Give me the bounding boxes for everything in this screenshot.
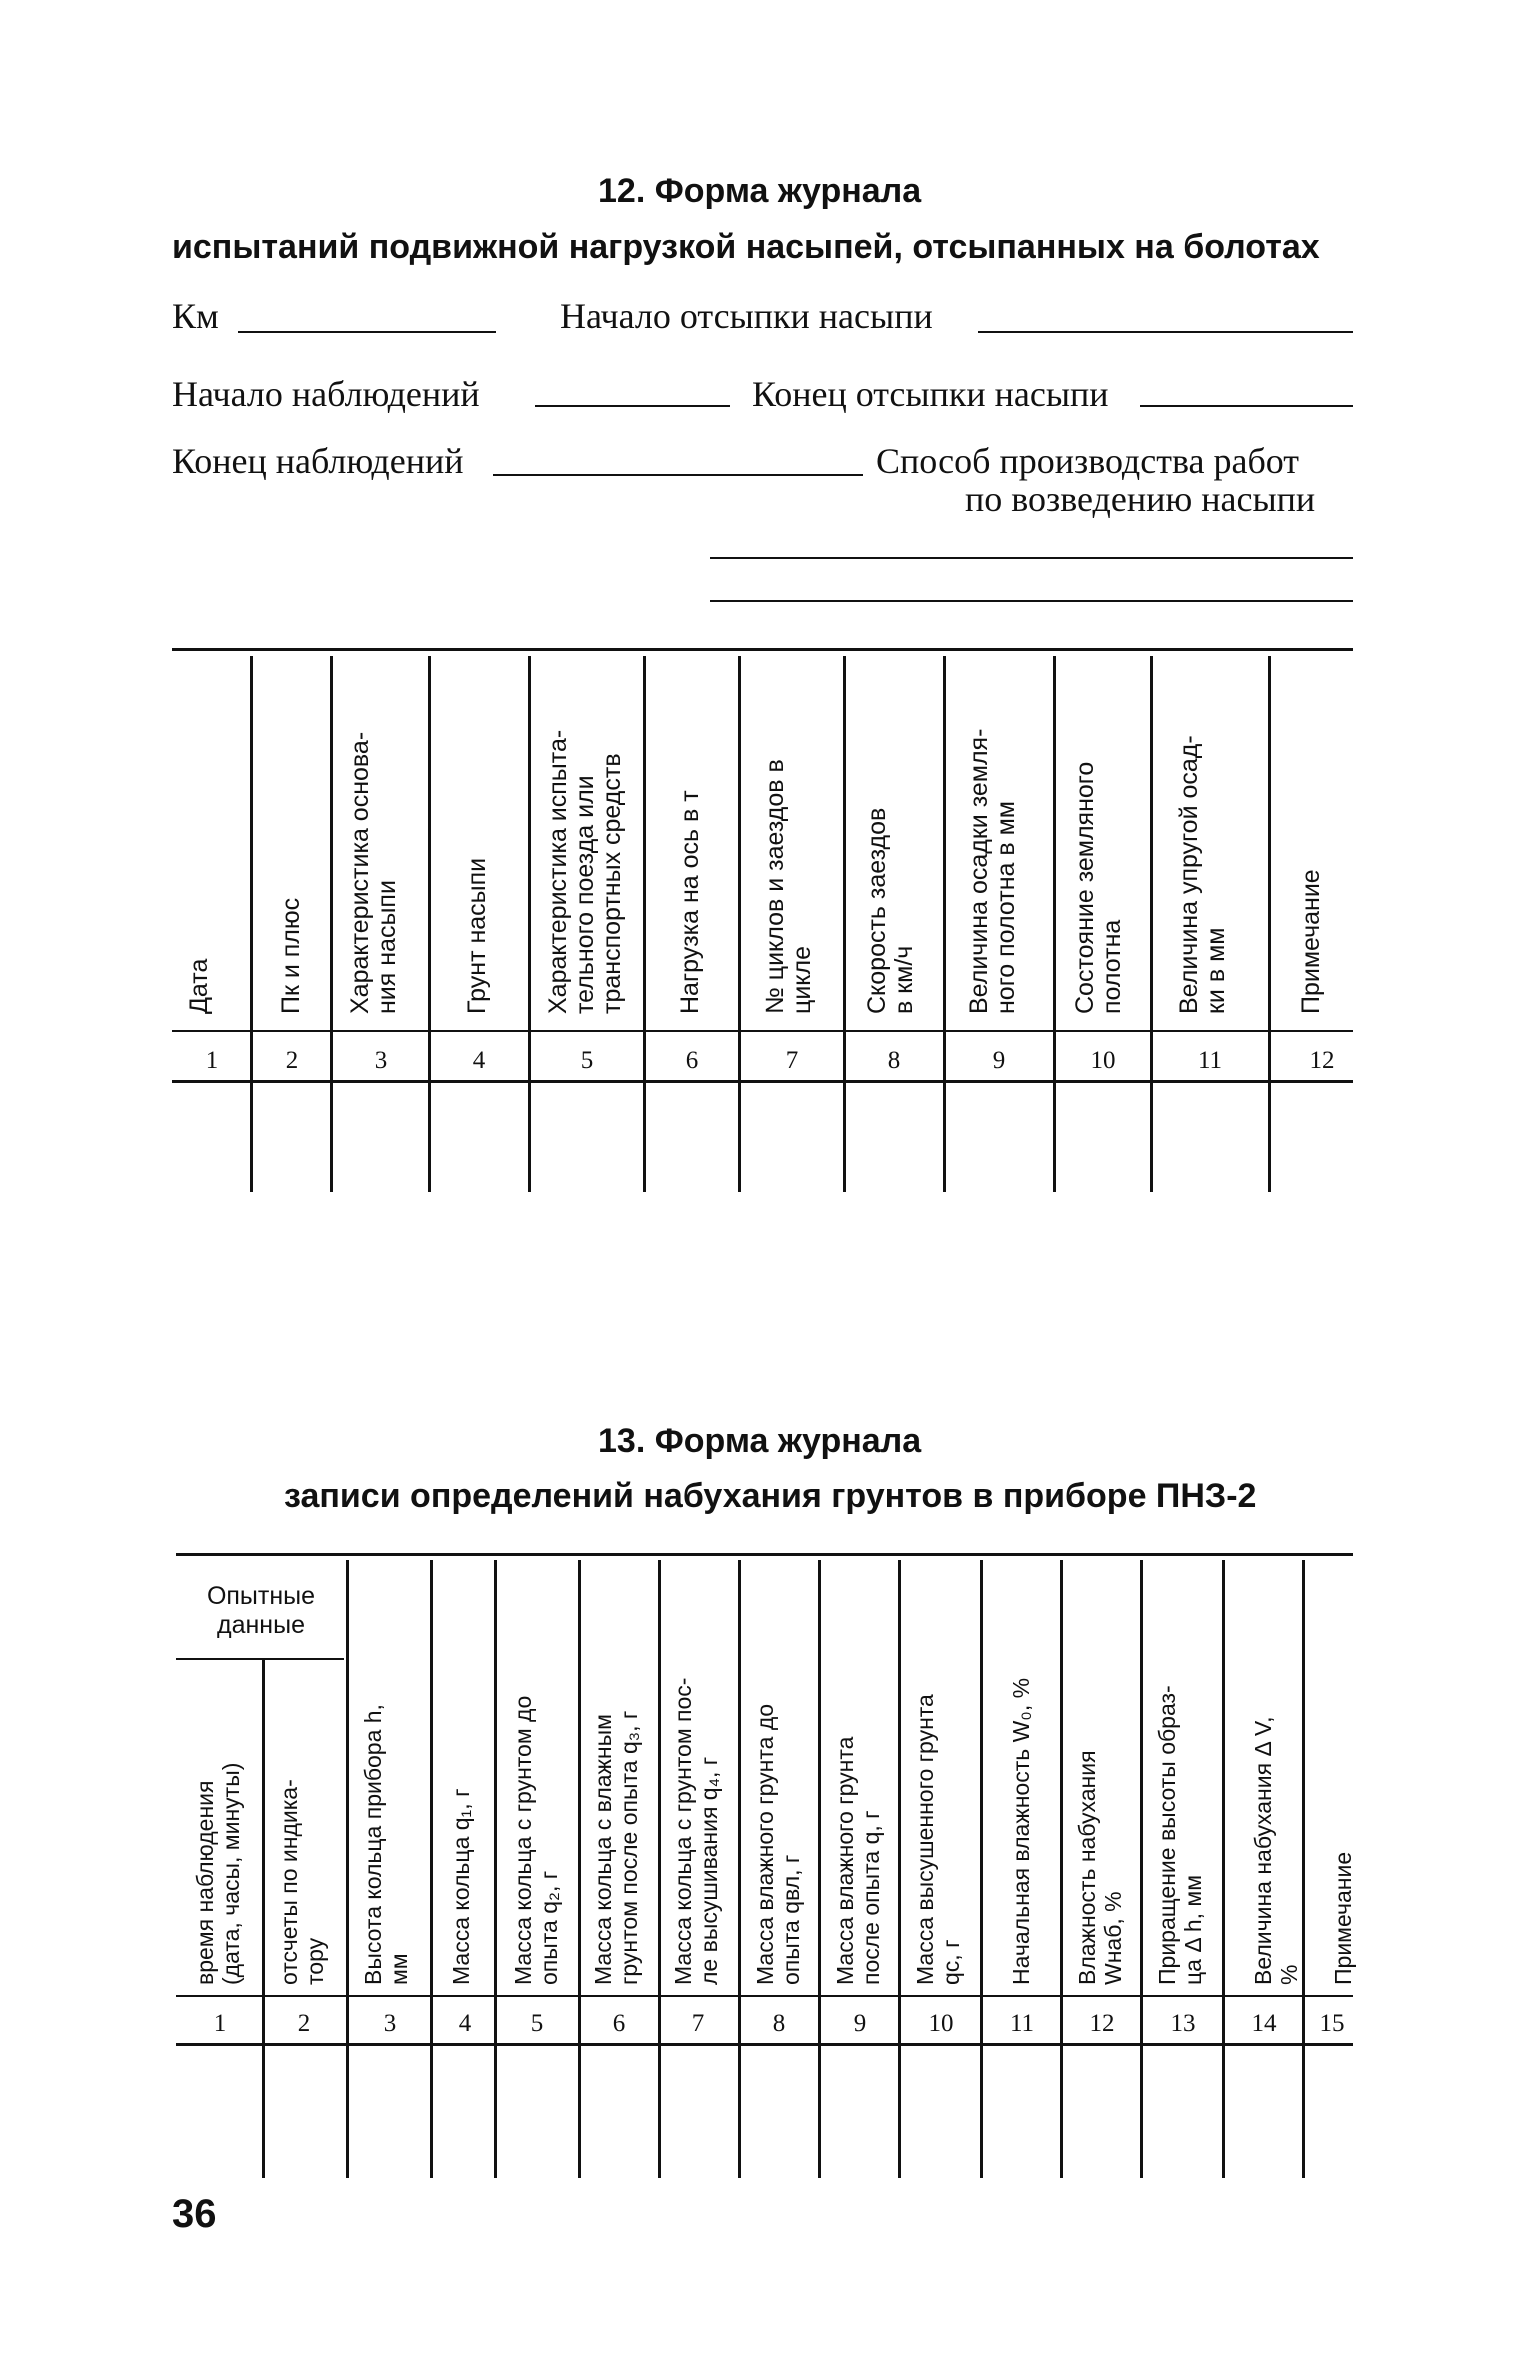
field-obs-end-line[interactable] — [493, 474, 863, 476]
table13-divider — [1222, 1560, 1225, 2178]
table13-header-initial-moisture: Начальная влажность W₀, % — [1008, 1677, 1034, 1985]
table12-colnum: 2 — [285, 1047, 299, 1074]
table12-divider — [943, 656, 946, 1192]
table13-header-swelling-moisture: Влажность набухания Wнаб, % — [1074, 1750, 1126, 1985]
table13-colnum: 2 — [297, 2010, 311, 2037]
field-method-label-2: по возведению насыпи — [965, 479, 1316, 519]
table12-header-soil: Грунт насыпи — [463, 857, 491, 1014]
table12-divider — [1053, 656, 1056, 1192]
table12-header-base: Характеристика основа- ния насыпи — [346, 731, 401, 1014]
table12-colnum: 5 — [580, 1047, 594, 1074]
table13-divider — [1302, 1560, 1305, 2178]
table12-colnum: 8 — [887, 1047, 901, 1074]
table13-divider — [262, 1660, 265, 2178]
table12-header-pk: Пк и плюс — [277, 897, 305, 1014]
table12-colnum: 1 — [205, 1047, 219, 1074]
table13-divider — [1060, 1560, 1063, 2178]
table13-header-mass-wet-after: Масса кольца с влажным грунтом после опыта q₃, г — [590, 1710, 642, 1985]
table13-divider — [980, 1560, 983, 2178]
table13-top-rule — [176, 1553, 1353, 1556]
table13-colnum: 9 — [853, 2010, 867, 2037]
field-method-line-2[interactable] — [710, 600, 1353, 602]
field-km-label: Км — [172, 296, 219, 336]
table13-colnum: 11 — [1009, 2010, 1035, 2037]
table13-header-mass-dried: Масса кольца с грунтом пос- ле высушивания q₄, г — [670, 1677, 722, 1985]
table12-colnum: 12 — [1309, 1047, 1335, 1074]
table13-header-notes: Примечание — [1330, 1851, 1356, 1985]
table13-colnum: 1 — [213, 2010, 227, 2037]
table12-divider — [1268, 656, 1271, 1192]
table13-divider — [578, 1560, 581, 2178]
table13-divider — [658, 1560, 661, 2178]
table13-header-swelling-value: Величина набухания Δ V, % — [1250, 1716, 1302, 1985]
table12-colnum: 4 — [472, 1047, 486, 1074]
field-obs-start-line[interactable] — [535, 405, 730, 407]
table12-divider — [643, 656, 646, 1192]
table12-header-speed: Скорость заездов в км/ч — [863, 807, 918, 1014]
table13-header-rule — [176, 1995, 1353, 1997]
table13-header-ring-height: Высота кольца прибора h, мм — [360, 1704, 412, 1985]
table12-colnum: 3 — [374, 1047, 388, 1074]
field-fill-end-line[interactable] — [1140, 405, 1353, 407]
table12-header-settlement: Величина осадки земля- ного полотна в мм — [965, 728, 1020, 1014]
table13-header-height-increment: Приращение высоты образ- ца Δ h, мм — [1154, 1685, 1206, 1985]
table12-colnum: 10 — [1090, 1047, 1116, 1074]
field-fill-start-label: Начало отсыпки насыпи — [560, 296, 933, 336]
table13-colnum: 14 — [1251, 2010, 1277, 2037]
table13-divider — [898, 1560, 901, 2178]
table12-header-notes: Примечание — [1297, 869, 1325, 1014]
table13-colnum: 5 — [530, 2010, 544, 2037]
table12-divider — [738, 656, 741, 1192]
table13-header-wet-soil-before: Масса влажного грунта до опыта qвл, г — [752, 1703, 804, 1985]
table12-colnum: 11 — [1197, 1047, 1223, 1074]
table13-colnum: 15 — [1319, 2010, 1345, 2037]
table13-colnum: 12 — [1089, 2010, 1115, 2037]
form12-title: 12. Форма журнала — [598, 172, 922, 210]
table13-divider — [346, 1560, 349, 2178]
table13-colnum: 7 — [691, 2010, 705, 2037]
field-obs-end-label: Конец наблюдений — [172, 441, 464, 481]
field-method-label-1: Способ производства работ — [876, 441, 1300, 481]
table12-header-cycles: № циклов и заездов в цикле — [761, 759, 816, 1014]
table13-header-mass-before: Масса кольца с грунтом до опыта q₂, г — [510, 1695, 562, 1985]
table13-header-ring-mass: Масса кольца q₁, г — [448, 1788, 474, 1985]
field-fill-end-label: Конец отсыпки насыпи — [752, 374, 1109, 414]
table12-header-date: Дата — [185, 958, 213, 1014]
table13-colnum: 8 — [772, 2010, 786, 2037]
field-obs-start-label: Начало наблюдений — [172, 374, 480, 414]
table12-header-load: Нагрузка на ось в т — [676, 790, 704, 1014]
table13-colnum: 13 — [1170, 2010, 1196, 2037]
table13-divider — [738, 1560, 741, 2178]
table13-colnum: 3 — [383, 2010, 397, 2037]
table12-colnum: 6 — [685, 1047, 699, 1074]
table13-divider — [818, 1560, 821, 2178]
table13-header-readings: отсчеты по индика- тору — [276, 1779, 328, 1985]
table12-number-rule — [172, 1080, 1353, 1083]
table13-header-dried-soil: Масса высушенного грунта qс, г — [912, 1694, 964, 1985]
table12-top-rule — [172, 648, 1353, 651]
table12-header-elastic: Величина упругой осад- ки в мм — [1175, 735, 1230, 1014]
table13-colnum: 10 — [928, 2010, 954, 2037]
table13-group-header: Опытные данные — [206, 1582, 316, 1639]
table12-divider — [843, 656, 846, 1192]
table13-colnum: 6 — [612, 2010, 626, 2037]
table13-header-wet-soil-after: Масса влажного грунта после опыта q, г — [832, 1736, 884, 1985]
form12-subtitle: испытаний подвижной нагрузкой насыпей, отсыпанных на болотах — [172, 228, 1320, 266]
table12-divider — [330, 656, 333, 1192]
table12-header-train: Характеристика испыта- тельного поезда или транспортных средств — [544, 729, 626, 1014]
table13-divider — [430, 1560, 433, 2178]
table12-colnum: 9 — [992, 1047, 1006, 1074]
table12-header-rule — [172, 1030, 1353, 1032]
table13-number-rule — [176, 2043, 1353, 2046]
table12-divider — [250, 656, 253, 1192]
table13-colnum: 4 — [458, 2010, 472, 2037]
table12-divider — [1150, 656, 1153, 1192]
table12-colnum: 7 — [785, 1047, 799, 1074]
table13-divider — [1140, 1560, 1143, 2178]
form13-title: 13. Форма журнала — [598, 1422, 922, 1460]
page-number: 36 — [172, 2192, 217, 2236]
table13-header-time: время наблюдения (дата, часы, минуты) — [192, 1762, 244, 1985]
field-km-line[interactable] — [238, 331, 496, 333]
table12-header-condition: Состояние земляного полотна — [1071, 761, 1126, 1014]
table12-divider — [528, 656, 531, 1192]
field-method-line-1[interactable] — [710, 557, 1353, 559]
table13-divider — [494, 1560, 497, 2178]
table13-group-rule — [176, 1658, 344, 1660]
table12-divider — [428, 656, 431, 1192]
field-fill-start-line[interactable] — [978, 331, 1353, 333]
form13-subtitle: записи определений набухания грунтов в приборе ПНЗ-2 — [284, 1477, 1257, 1515]
